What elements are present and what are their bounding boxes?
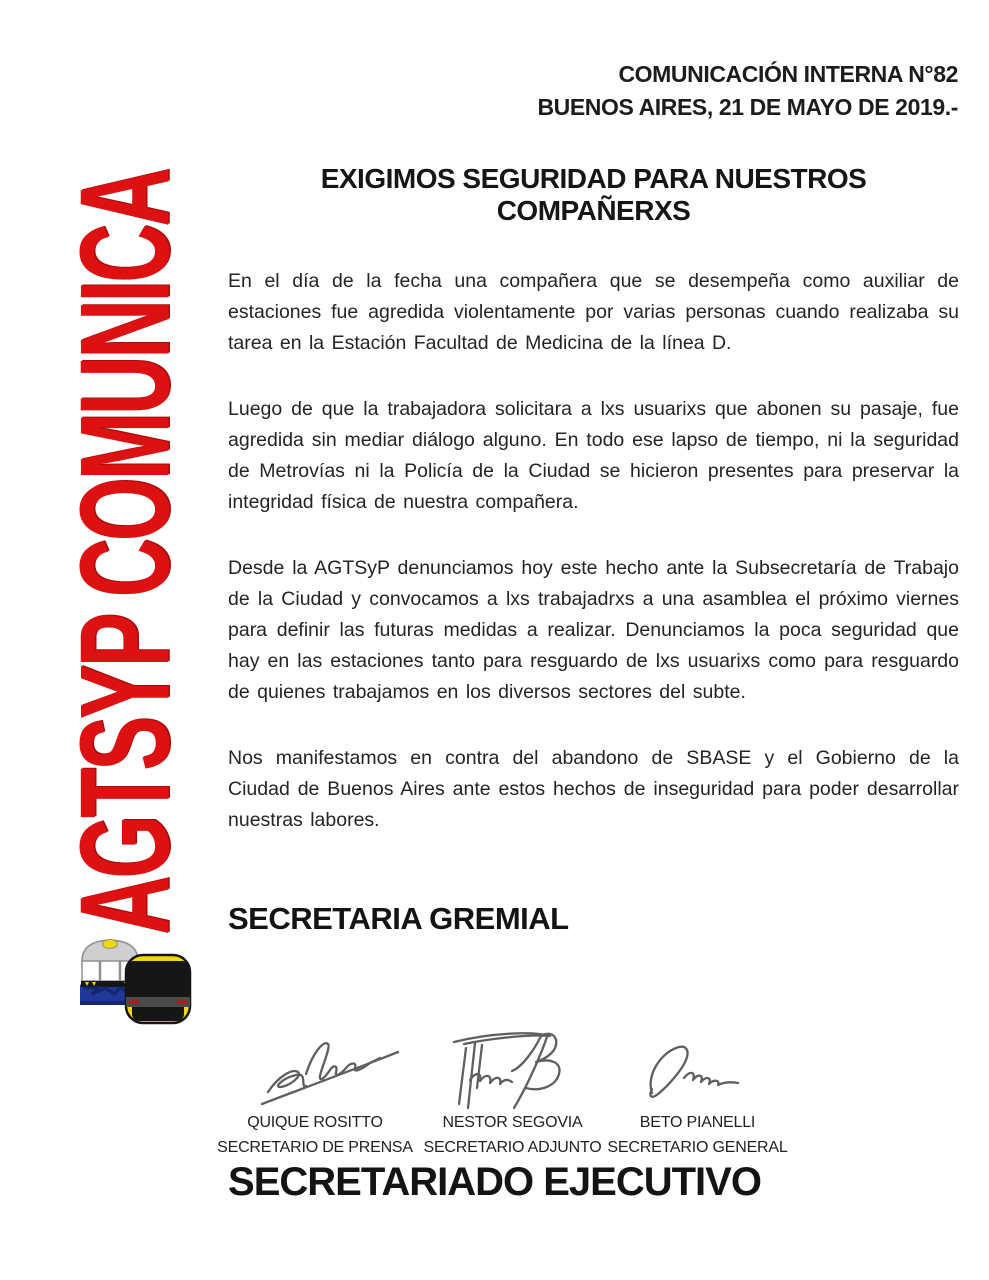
signatory-name: BETO PIANELLI — [639, 1114, 756, 1131]
vertical-banner — [55, 155, 198, 935]
subway-trains-logo-icon — [68, 928, 218, 1040]
signatory-role: SECRETARIO ADJUNTO — [423, 1139, 602, 1156]
banner-text: AGTSYP COMUNICA — [55, 170, 197, 935]
signature-beto-pianelli — [638, 1038, 748, 1102]
signatory-quique-rositto — [215, 1110, 415, 1160]
signature-quique-rositto — [258, 1032, 403, 1107]
header-date-line: BUENOS AIRES, 21 DE MAYO DE 2019.- — [537, 94, 958, 120]
header-communication-number: COMUNICACIÓN INTERNA N°82 — [618, 61, 958, 87]
body-column — [228, 266, 959, 871]
signatory-beto-pianelli — [605, 1110, 790, 1160]
document-title: EXIGIMOS SEGURIDAD PARA NUESTROS COMPAÑERXS — [320, 163, 867, 226]
modern-train-icon — [126, 955, 190, 1023]
signatory-nestor-segovia — [420, 1110, 605, 1160]
signatory-name: NESTOR SEGOVIA — [442, 1114, 583, 1131]
signatory-role: SECRETARIO GENERAL — [607, 1139, 788, 1156]
signatory-name: QUIQUE ROSITTO — [247, 1114, 383, 1131]
paragraph-3: Desde la AGTSyP denunciamos hoy este hecho ante la Subsecretaría de Trabajo de la Ciudad y convocamos a lxs trabajadrxs a una asamblea el próximo viernes para definir las futuras medidas a realizar. Denunciamos la poca seguridad que hay en las estaciones tanto para resguardo de lxs usuarixs como para resguardo de quienes trabajamos en los diversos sectores del subte. — [228, 557, 959, 703]
signature-nestor-segovia — [428, 1026, 583, 1110]
paragraph-1: En el día de la fecha una compañera que se desempeña como auxiliar de estaciones fue agredida violentamente por varias personas cuando realizaba su tarea en la Estación Facultad de Medicina de la línea D. — [228, 270, 959, 354]
paragraph-4: Nos manifestamos en contra del abandono de SBASE y el Gobierno de la Ciudad de Buenos Aires ante estos hechos de inseguridad para poder desarrollar nuestras labores. — [228, 747, 959, 831]
section-heading-ejecutivo: SECRETARIADO EJECUTIVO — [228, 1160, 761, 1204]
signatory-role: SECRETARIO DE PRENSA — [217, 1139, 413, 1156]
paragraph-2: Luego de que la trabajadora solicitara a lxs usuarixs que abonen su pasaje, fue agredida sin mediar diálogo alguno. En todo ese lapso de tiempo, ni la seguridad de Metrovías ni la Policía de la Ciudad se hicieron presentes para preservar la integridad física de nuestra compañera. — [228, 398, 959, 513]
header-block — [537, 58, 958, 124]
section-heading-gremial: SECRETARIA GREMIAL — [228, 901, 569, 936]
